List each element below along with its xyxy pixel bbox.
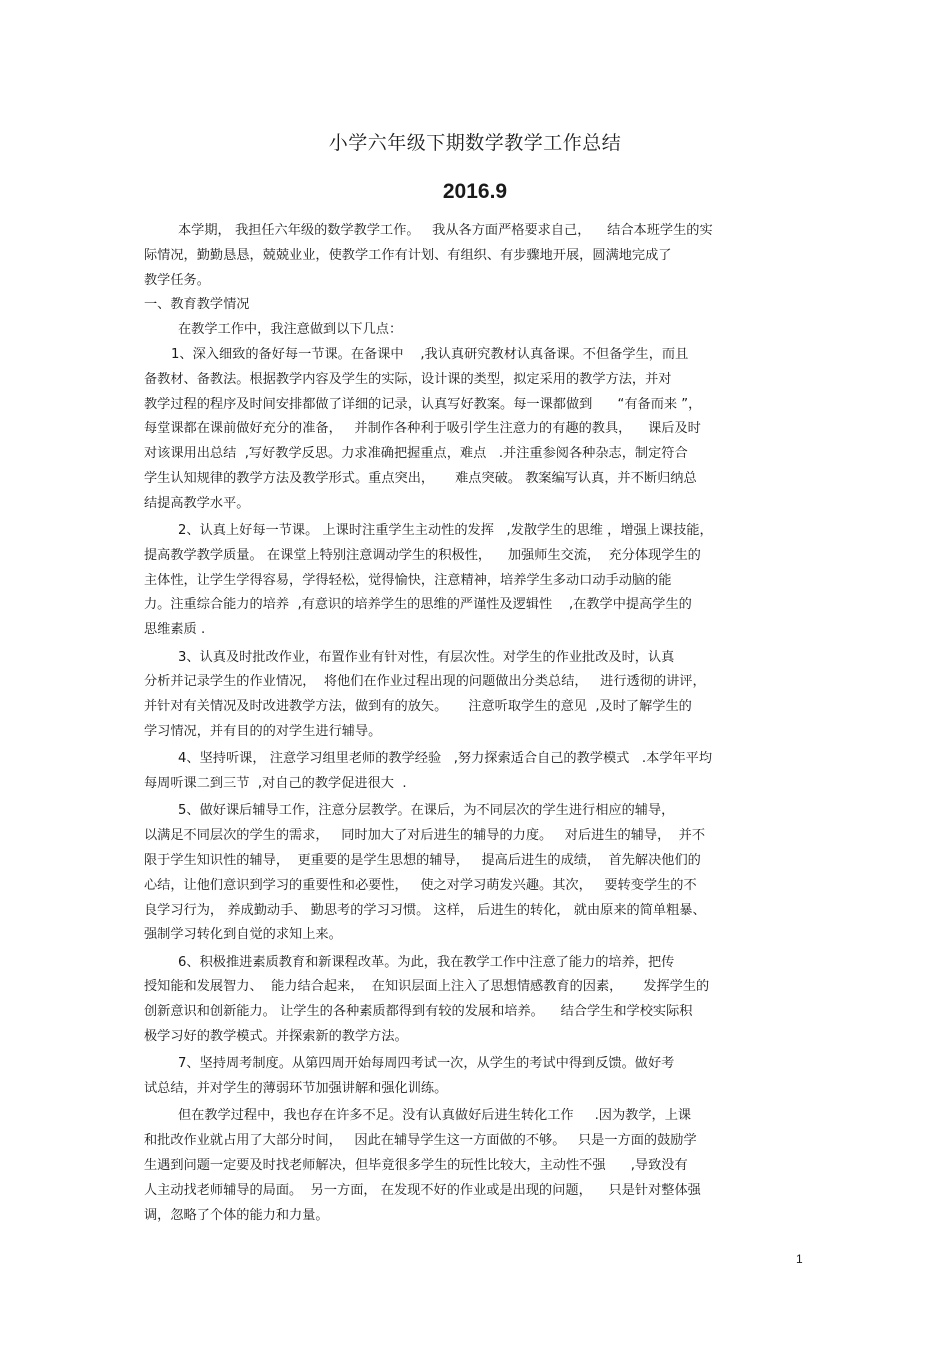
text-line: 结提高教学水平。	[144, 495, 250, 511]
text-line: 际情况，勤勤恳恳，兢兢业业，使教学工作有计划、有组织、有步骤地开展，圆满地完成了	[144, 247, 672, 263]
text-line: 调，忽略了个体的能力和力量。	[144, 1207, 329, 1223]
text-line: 思维素质 .	[144, 622, 206, 638]
text-line: 创新意识和创新能力。 让学生的各种素质都得到有较的发展和培养。 结合学生和学校实际积	[144, 1004, 693, 1020]
text-line: 和批改作业就占用了大部分时间， 因此在辅导学生这一方面做的不够。 只是一方面的鼓励学	[144, 1133, 697, 1149]
text-line: 1、深入细致的备好每一节课。在备课中 ,我认真研究教材认真备课。不但备学生，而且	[171, 346, 689, 362]
text-line: 3、认真及时批改作业，布置作业有针对性，有层次性。对学生的作业批改及时，认真	[178, 649, 675, 665]
text-line: 6、积极推进素质教育和新课程改革。为此，我在教学工作中注意了能力的培养，把传	[178, 954, 675, 970]
text-line: 以满足不同层次的学生的需求， 同时加大了对后进生的辅导的力度。 对后进生的辅导， 并不	[144, 828, 706, 844]
text-line: 学习情况，并有目的的对学生进行辅导。	[144, 723, 382, 739]
text-line: 限于学生知识性的辅导， 更重要的是学生思想的辅导， 提高后进生的成绩， 首先解决他们的	[144, 852, 701, 868]
text-line: 并针对有关情况及时改进教学方法，做到有的放矢。 注意听取学生的意见 ,及时了解学生的	[144, 699, 692, 715]
document-title: 小学六年级下期数学教学工作总结	[328, 132, 622, 154]
text-line: 每堂课都在课前做好充分的准备， 并制作各种利于吸引学生注意力的有趣的教具， 课后及时	[144, 421, 701, 437]
text-line: 一、教育教学情况	[144, 297, 250, 313]
text-line: 教学任务。	[144, 272, 210, 288]
text-line: 在教学工作中，我注意做到以下几点：	[178, 322, 403, 338]
text-line: 生遇到问题一定要及时找老师解决，但毕竟很多学生的玩性比较大，主动性不强 ,导致没有	[144, 1157, 688, 1173]
text-line: 试总结，并对学生的薄弱环节加强讲解和强化训练。	[144, 1081, 448, 1097]
text-line: 人主动找老师辅导的局面。 另一方面， 在发现不好的作业或是出现的问题， 只是针对整体强	[144, 1182, 701, 1198]
text-line: 良学习行为， 养成勤动手、 勤思考的学习习惯。 这样， 后进生的转化， 就由原来的简单粗暴、	[144, 902, 706, 918]
text-line: 2、认真上好每一节课。 上课时注重学生主动性的发挥 ,发散学生的思维 ，增强上课技能，	[178, 523, 713, 539]
text-line: 主体性，让学生学得容易，学得轻松，觉得愉快，注意精神，培养学生多动口动手动脑的能	[144, 572, 672, 588]
text-line: 每周听课二到三节 ,对自己的教学促进很大 .	[144, 776, 407, 792]
text-line: 但在教学过程中，我也存在许多不足。没有认真做好后进生转化工作 .因为教学，上课	[178, 1108, 692, 1124]
document-body	[144, 219, 808, 1228]
text-line: 4、坚持听课， 注意学习组里老师的教学经验 ,努力探索适合自己的教学模式 .本学年平均	[178, 751, 713, 767]
text-line: 7、坚持周考制度。从第四周开始每周四考试一次，从学生的考试中得到反馈。做好考	[178, 1056, 675, 1072]
text-line: 提高教学教学质量。 在课堂上特别注意调动学生的积极性， 加强师生交流， 充分体现学生的	[144, 547, 701, 563]
text-line: 强制学习转化到自觉的求知上来。	[144, 927, 342, 943]
text-line: 对该课用出总结 ,写好教学反思。力求准确把握重点，难点 .并注重参阅各种杂志，制定符合	[144, 446, 688, 462]
text-line: 学生认知规律的教学方法及教学形式。重点突出， 难点突破。 教案编写认真，并不断归纳总	[144, 470, 697, 486]
text-line: 极学习好的教学模式。并探索新的教学方法。	[144, 1029, 408, 1044]
text-line: 本学期， 我担任六年级的数学教学工作。 我从各方面严格要求自己， 结合本班学生的实	[178, 223, 713, 238]
text-line: 力。注重综合能力的培养 ,有意识的培养学生的思维的严谨性及逻辑性 ,在教学中提高学生的	[144, 597, 692, 613]
document-date: 2016.9	[442, 180, 508, 203]
text-line: 5、做好课后辅导工作，注意分层教学。在课后，为不同层次的学生进行相应的辅导，	[178, 803, 675, 819]
page-number: 1	[796, 1252, 803, 1266]
text-line: 备教材、备教法。根据教学内容及学生的实际，设计课的类型，拟定采用的教学方法，并对	[144, 371, 672, 387]
text-line: 授知能和发展智力、 能力结合起来， 在知识层面上注入了思想情感教育的因素， 发挥学生的	[144, 979, 710, 995]
text-line: 教学过程的程序及时间安排都做了详细的记录，认真写好教案。每一课都做到 “有备而来 ”，	[144, 396, 702, 412]
text-line: 分析并记录学生的作业情况， 将他们在作业过程出现的问题做出分类总结， 进行透彻的讲评，	[144, 674, 706, 690]
text-line: 心结，让他们意识到学习的重要性和必要性， 使之对学习萌发兴趣。其次， 要转变学生的不	[144, 877, 697, 893]
